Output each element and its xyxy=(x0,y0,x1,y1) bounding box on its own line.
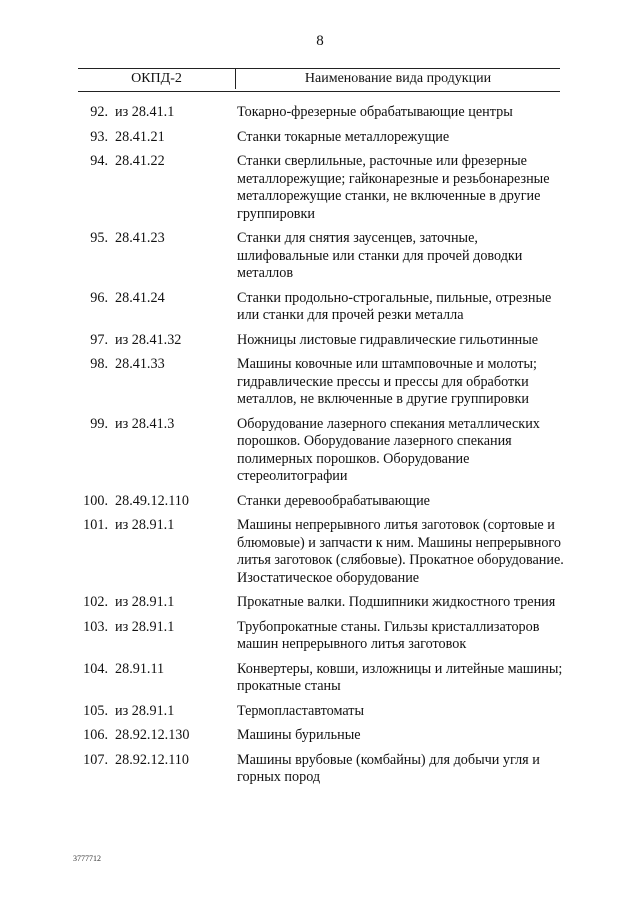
row-code: 28.41.24 xyxy=(115,289,165,306)
row-number: 96. xyxy=(90,289,108,306)
row-code: 28.41.23 xyxy=(115,230,165,246)
row-name: Термопластавтоматы xyxy=(237,702,365,719)
row-name: Станки токарные металлорежущие xyxy=(237,128,450,145)
row-code: 28.41.22 xyxy=(115,153,165,169)
row-code: из 28.41.32 xyxy=(115,331,182,348)
row-code: из 28.91.1 xyxy=(115,618,175,635)
table-row xyxy=(0,594,640,612)
table-row xyxy=(0,752,640,787)
row-number: 94. xyxy=(90,153,108,169)
row-name: Станки сверлильные, расточные или фрезерные металлорежущие; гайконарезные и резьбонарезные металлорежущие станки, не включенные в другие группировки xyxy=(237,153,550,222)
row-number: 97. xyxy=(90,331,108,348)
row-name: Токарно-фрезерные обрабатывающие центры xyxy=(237,104,513,120)
row-code: 28.49.12.110 xyxy=(115,492,189,509)
row-number: 103. xyxy=(83,618,108,635)
table-row xyxy=(0,661,640,696)
row-code: из 28.91.1 xyxy=(115,702,175,719)
row-code: из 28.41.3 xyxy=(115,415,175,432)
table-row xyxy=(0,356,640,409)
header-name-label: Наименование вида продукции xyxy=(304,71,492,86)
row-number: 99. xyxy=(90,415,108,432)
row-number: 102. xyxy=(83,594,108,610)
row-code: 28.41.33 xyxy=(115,356,165,372)
row-name: Станки для снятия заусенцев, заточные, шлифовальные или станки для прочей доводки металлов xyxy=(237,230,523,281)
table-row xyxy=(0,619,640,654)
row-name: Ножницы листовые гидравлические гильотинные xyxy=(237,331,539,348)
row-number: 107. xyxy=(83,751,108,768)
row-name: Машины врубовые (комбайны) для добычи угля и горных пород xyxy=(237,751,540,785)
row-name: Станки продольно-строгальные, пильные, отрезные или станки для прочей резки металла xyxy=(237,289,552,323)
header-code-label: ОКПД-2 xyxy=(131,71,182,86)
row-number: 92. xyxy=(90,104,108,120)
row-number: 105. xyxy=(83,702,108,719)
row-name: Конвертеры, ковши, изложницы и литейные машины; прокатные станы xyxy=(237,660,563,694)
row-code: из 28.91.1 xyxy=(115,517,175,533)
table-row xyxy=(0,703,640,721)
row-code: 28.92.12.130 xyxy=(115,727,190,743)
row-name: Прокатные валки. Подшипники жидкостного трения xyxy=(237,594,556,610)
row-code: 28.41.21 xyxy=(115,128,165,145)
table-row xyxy=(0,727,640,745)
row-code: из 28.91.1 xyxy=(115,594,175,610)
row-number: 104. xyxy=(83,660,108,677)
table-row xyxy=(0,290,640,325)
row-name: Машины бурильные xyxy=(237,727,361,743)
row-number: 106. xyxy=(83,727,108,743)
table-row xyxy=(0,230,640,283)
table-row xyxy=(0,153,640,223)
table-row xyxy=(0,517,640,587)
row-name: Оборудование лазерного спекания металлических порошков. Оборудование лазерного спекания полимерных порошков. Оборудование стереолитографии xyxy=(237,415,540,484)
table-row xyxy=(0,416,640,486)
row-code: из 28.41.1 xyxy=(115,104,175,120)
row-code: 28.92.12.110 xyxy=(115,751,189,768)
row-name: Машины ковочные или штамповочные и молоты; гидравлические прессы и прессы для обработки металлов, не включенные в другие группировки xyxy=(237,356,537,407)
page-number: 8 xyxy=(316,33,324,49)
table-row xyxy=(0,332,640,350)
table-row xyxy=(0,104,640,122)
row-number: 93. xyxy=(90,128,108,145)
row-name: Станки деревообрабатывающие xyxy=(237,492,430,509)
document-id: 3777712 xyxy=(73,854,101,863)
table-header xyxy=(78,68,560,92)
row-number: 98. xyxy=(90,356,108,372)
row-number: 100. xyxy=(83,492,108,509)
row-number: 95. xyxy=(90,230,108,246)
row-number: 101. xyxy=(83,517,108,533)
row-name: Машины непрерывного литья заготовок (сортовые и блюмовые) и запчасти к ним. Машины непрерывного литья заготовок (слябовые). Прокатное оборудование. Изостатическое оборудование xyxy=(237,517,564,586)
table-row xyxy=(0,129,640,147)
table-row xyxy=(0,493,640,511)
product-table xyxy=(0,104,640,794)
row-code: 28.91.11 xyxy=(115,660,165,677)
row-name: Трубопрокатные станы. Гильзы кристаллизаторов машин непрерывного литья заготовок xyxy=(237,618,540,652)
